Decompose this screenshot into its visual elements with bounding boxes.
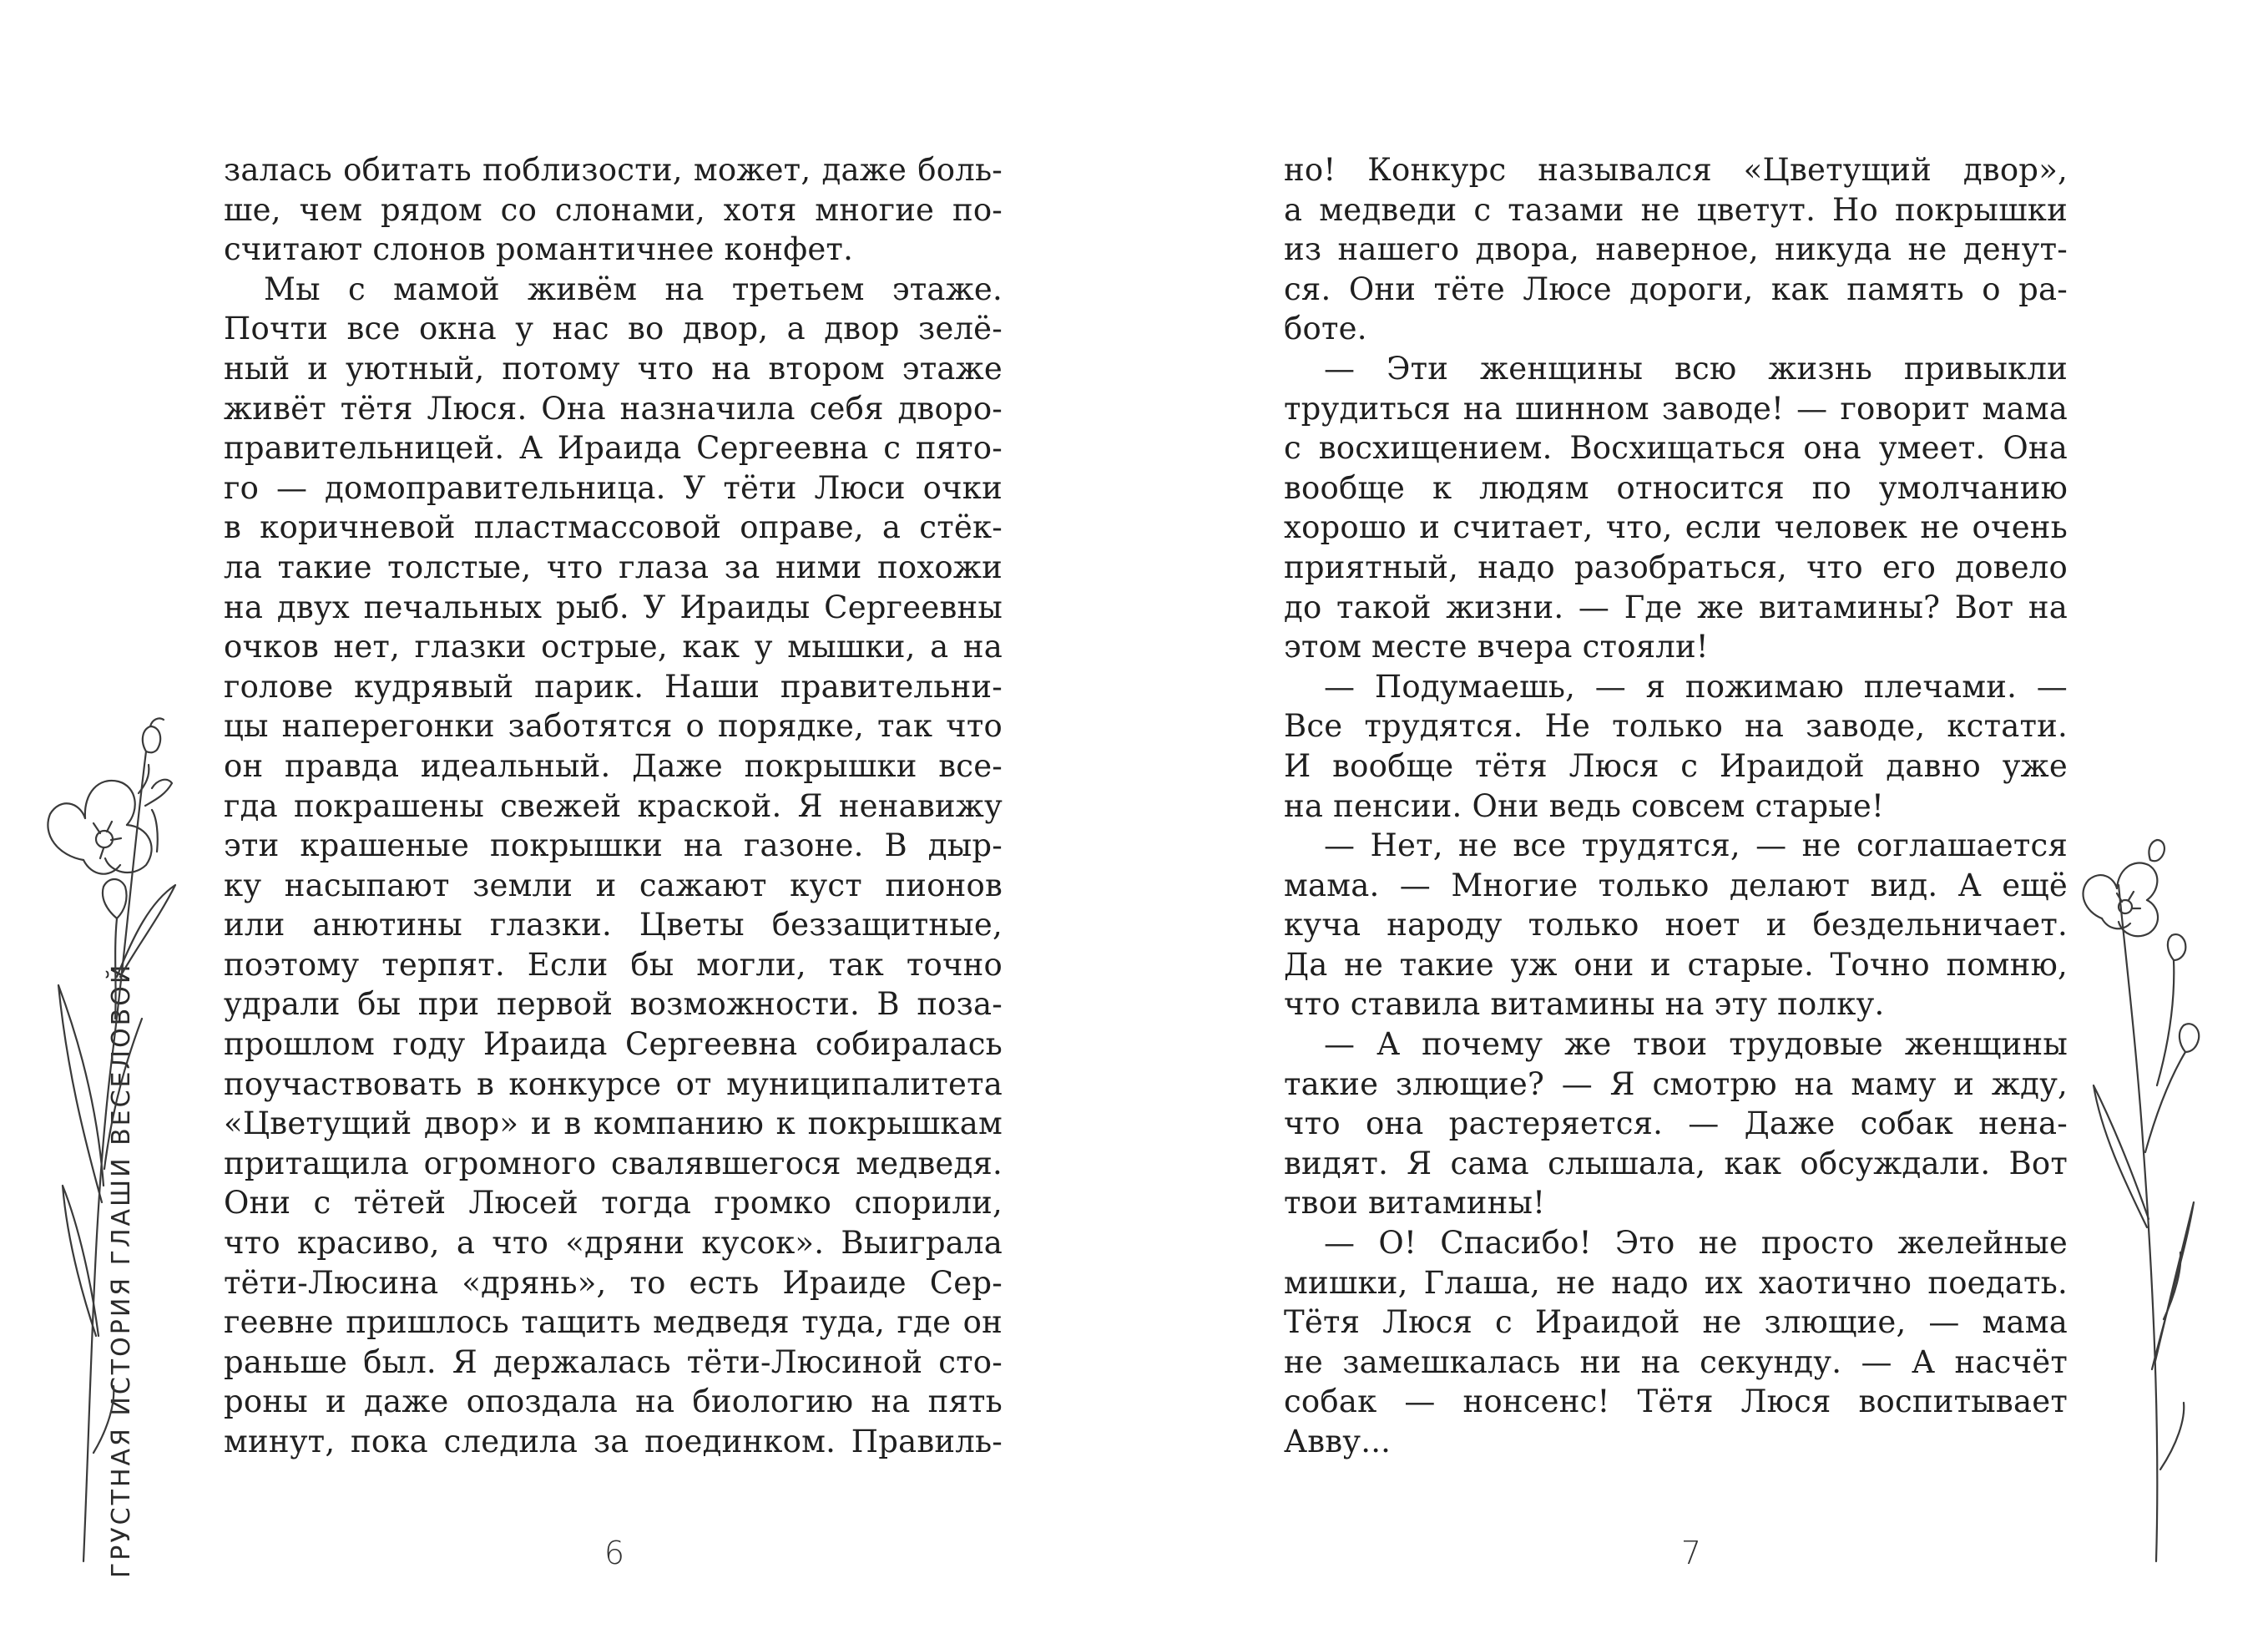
text-line: он правда идеальный. Даже покрышки все- <box>224 747 1003 784</box>
right-page-text <box>1284 150 2068 1462</box>
text-line: из нашего двора, наверное, никуда не денут- <box>1284 231 2068 268</box>
text-line: — Эти женщины всю жизнь привыкли <box>1324 350 2068 387</box>
text-line: И вообще тётя Люся с Ираидой давно уже <box>1284 747 2068 784</box>
text-line: прошлом году Ираида Сергеевна собиралась <box>224 1026 1003 1063</box>
flower-illustration-left <box>33 701 200 1570</box>
text-line: боте. <box>1284 311 1367 347</box>
text-line: ся. Они тёте Люсе дороги, как память о ра- <box>1284 271 2068 307</box>
text-line: — Подумаешь, — я пожимаю плечами. — <box>1324 668 2068 705</box>
text-line: правительницей. А Ираида Сергеевна с пято- <box>224 430 1003 467</box>
text-line: трудиться на шинном заводе! — говорит мама <box>1284 390 2068 427</box>
text-line: а медведи с тазами не цветут. Но покрышки <box>1284 191 2068 228</box>
text-line: залась обитать поблизости, может, даже боль- <box>224 152 1003 188</box>
text-line: что она растеряется. — Даже собак нена- <box>1284 1105 2068 1142</box>
text-line: минут, пока следила за поединком. Правиль- <box>224 1424 1003 1459</box>
running-head: ГРУСТНАЯ ИСТОРИЯ ГЛАШИ ВЕСЕЛОВОЙ <box>107 962 136 1578</box>
text-line: на двух печальных рыб. У Ираиды Сергеевны <box>224 589 1003 625</box>
left-page-text <box>224 150 1003 1462</box>
text-line: удрали бы при первой возможности. В поза- <box>224 986 1003 1023</box>
text-line: Они с тётей Люсей тогда громко спорили, <box>224 1185 1003 1222</box>
text-line: твои витамины! <box>1284 1185 1546 1222</box>
text-line: ше, чем рядом со слонами, хотя многие по- <box>224 191 1003 228</box>
text-line: Тётя Люся с Ираидой не злющие, — мама <box>1284 1304 2068 1341</box>
text-line: Авву... <box>1284 1424 1392 1459</box>
text-line: Мы с мамой живём на третьем этаже. <box>264 271 1003 307</box>
text-line: в коричневой пластмассовой оправе, а стёк- <box>224 509 1003 546</box>
text-line: или анютины глазки. Цветы беззащитные, <box>224 907 1003 943</box>
text-line: поучаствовать в конкурсе от муниципалитета <box>224 1065 1003 1102</box>
text-line: хорошо и считает, что, если человек не очень <box>1284 509 2068 546</box>
text-line: — А почему же твои трудовые женщины <box>1324 1026 2068 1063</box>
text-line: раньше был. Я держалась тёти-Люсиной сто- <box>224 1343 1003 1380</box>
text-line: вообще к людям относится по умолчанию <box>1284 469 2068 506</box>
page-number: 6 <box>604 1535 625 1571</box>
text-line: ку насыпают земли и сажают куст пионов <box>224 867 1003 903</box>
text-line: видят. Я сама слышала, как обсуждали. Вот <box>1284 1145 2068 1181</box>
text-line: геевне пришлось тащить медведя туда, где он <box>224 1304 1003 1341</box>
text-line: такие злющие? — Я смотрю на маму и жду, <box>1284 1065 2068 1102</box>
text-line: с восхищением. Восхищаться она умеет. Она <box>1284 430 2068 467</box>
text-line: роны и даже опоздала на биологию на пять <box>224 1383 1003 1420</box>
text-line: голове кудрявый парик. Наши правительни- <box>224 668 1003 705</box>
text-line: собак — нонсенс! Тётя Люся воспитывает <box>1284 1383 2068 1420</box>
flower-illustration-right <box>2077 835 2210 1570</box>
text-line: до такой жизни. — Где же витамины? Вот на <box>1284 589 2068 625</box>
text-line: этом месте вчера стояли! <box>1284 629 1709 665</box>
text-line: мишки, Глаша, не надо их хаотично поедать. <box>1284 1264 2068 1301</box>
right-page <box>1134 0 2268 1644</box>
text-line: эти крашеные покрышки на газоне. В дыр- <box>224 827 1003 864</box>
text-line: «Цветущий двор» и в компанию к покрышкам <box>224 1105 1003 1142</box>
text-line: на пенсии. Они ведь совсем старые! <box>1284 787 1885 824</box>
text-line: поэтому терпят. Если бы могли, так точно <box>224 946 1003 983</box>
text-line: что красиво, а что «дряни кусок». Выиграла <box>224 1225 1003 1262</box>
page-number: 7 <box>1680 1535 1702 1571</box>
text-line: го — домоправительница. У тёти Люси очки <box>224 469 1003 506</box>
text-line: притащила огромного свалявшегося медведя. <box>224 1145 1003 1181</box>
text-line: считают слонов романтичнее конфет. <box>224 231 854 268</box>
text-line: мама. — Многие только делают вид. А ещё <box>1284 867 2068 903</box>
text-line: приятный, надо разобраться, что его довело <box>1284 549 2068 585</box>
text-line: что ставила витамины на эту полку. <box>1284 986 1885 1023</box>
text-line: — О! Спасибо! Это не просто желейные <box>1324 1225 2068 1262</box>
text-line: цы наперегонки заботятся о порядке, так что <box>224 708 1003 745</box>
text-line: Да не такие уж они и старые. Точно помню, <box>1284 946 2068 983</box>
text-line: тёти-Люсина «дрянь», то есть Ираиде Сер- <box>224 1264 1003 1301</box>
text-line: куча народу только ноет и бездельничает. <box>1284 907 2068 943</box>
text-line: но! Конкурс назывался «Цветущий двор», <box>1284 152 2068 188</box>
text-line: очков нет, глазки острые, как у мышки, а на <box>224 629 1003 665</box>
text-line: Почти все окна у нас во двор, а двор зелё- <box>224 311 1003 347</box>
text-line: Все трудятся. Не только на заводе, кстати. <box>1284 708 2068 745</box>
text-line: живёт тётя Люся. Она назначила себя дворо- <box>224 390 1003 427</box>
text-line: не замешкалась ни на секунду. — А насчёт <box>1284 1343 2068 1380</box>
text-line: ла такие толстые, что глаза за ними похожи <box>224 549 1003 585</box>
text-line: гда покрашены свежей краской. Я ненавижу <box>224 787 1003 824</box>
text-line: — Нет, не все трудятся, — не соглашается <box>1324 827 2068 864</box>
text-line: ный и уютный, потому что на втором этаже <box>224 350 1003 387</box>
